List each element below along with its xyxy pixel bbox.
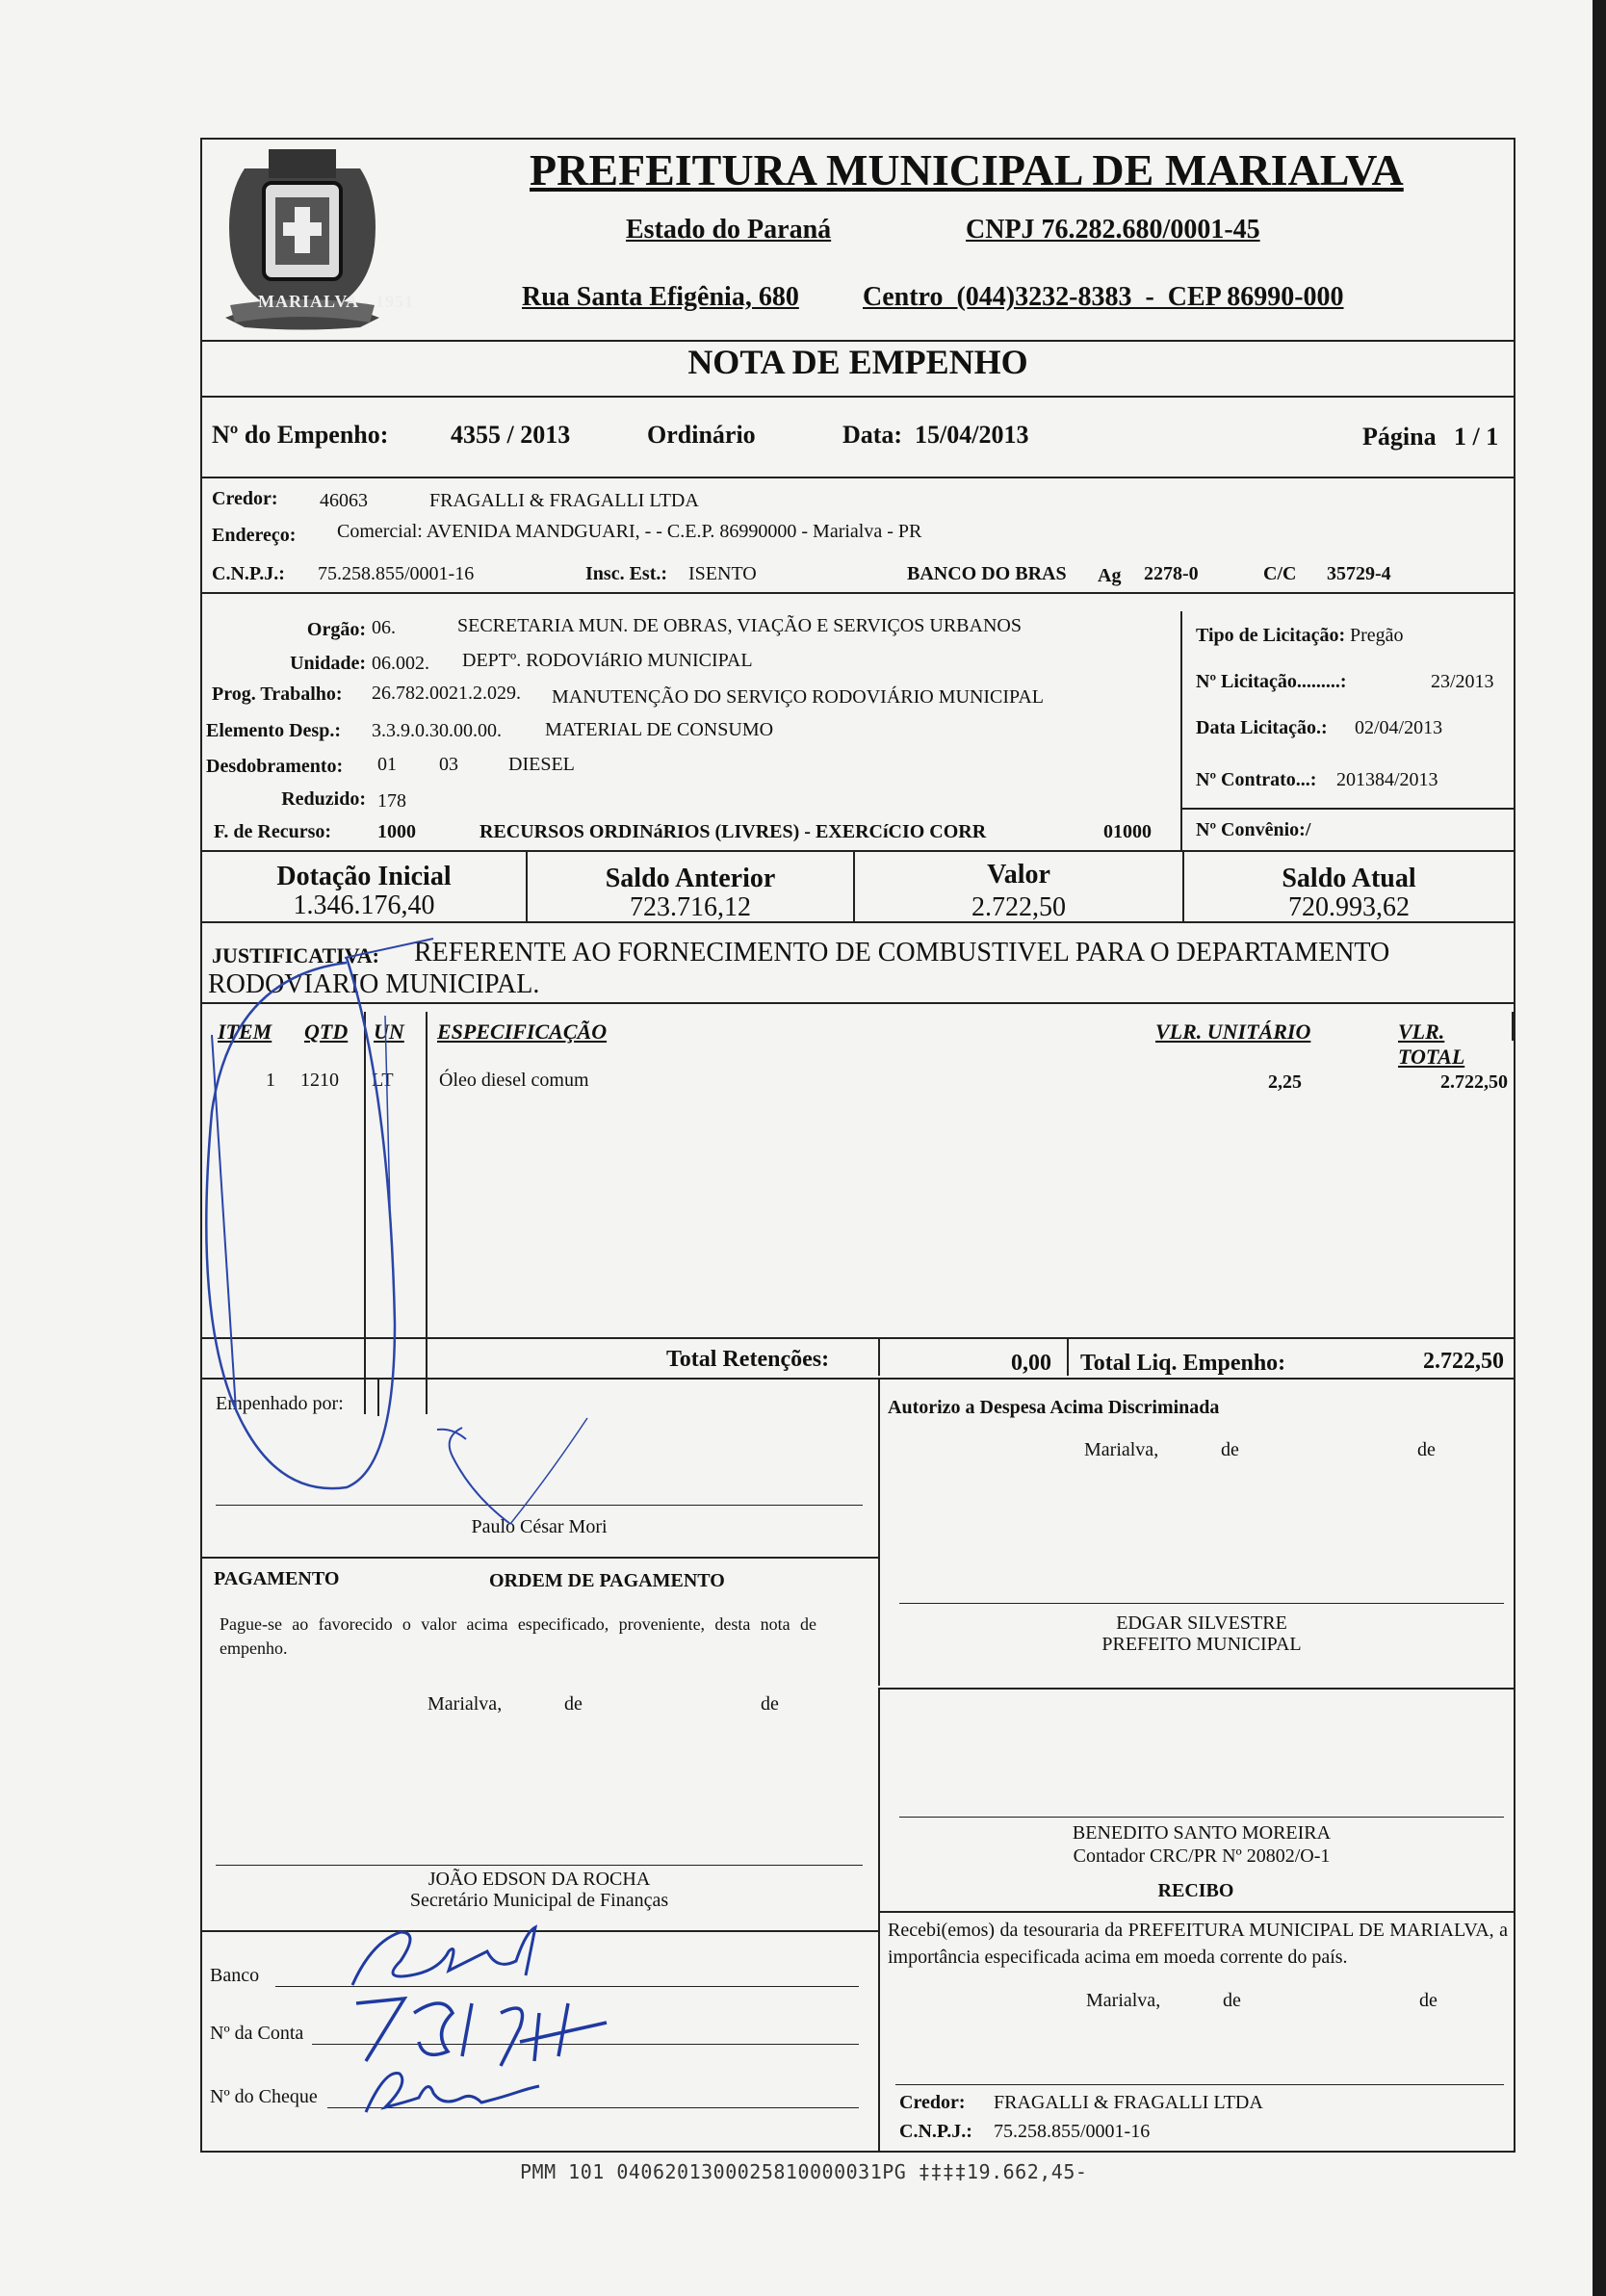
recurso-number: 01000 (1103, 821, 1152, 842)
col-header-vlr-total: VLR. TOTAL (1398, 1019, 1465, 1069)
row-especificacao: Óleo diesel comum (439, 1070, 589, 1091)
cheque-signature-icon (347, 2059, 568, 2127)
col-header-un: UN (374, 1019, 404, 1044)
recibo-text: Recebi(emos) da tesouraria da PREFEITURA MUNICIPAL DE MARIALVA, a importância especificada acima em moeda corrente do país. (888, 1920, 1508, 1968)
justificativa-label: JUSTIFICATIVA: (212, 943, 380, 967)
elemento-name: MATERIAL DE CONSUMO (545, 719, 774, 740)
valor-value: 2.722,50 (971, 892, 1066, 922)
unidade-label: Unidade: (290, 653, 366, 674)
pagamento-label: PAGAMENTO (214, 1568, 340, 1589)
credor-code: 46063 (320, 490, 368, 511)
empenho-number-label: Nº do Empenho: (212, 421, 389, 449)
contrato-value: 201384/2013 (1336, 769, 1438, 790)
autorizo-place: Marialva, (1084, 1439, 1159, 1460)
prefeito-role: PREFEITO MUNICIPAL (1101, 1634, 1302, 1655)
contador-role: Contador CRC/PR Nº 20802/O-1 (1073, 1845, 1331, 1867)
empenho-date-label: Data: (842, 421, 903, 449)
conta-corrente-label: C/C (1263, 563, 1297, 584)
footer-barcode-text: PMM 101 0406201300025810000031PG ‡‡‡‡19.662,45- (520, 2160, 1088, 2183)
credor-name: FRAGALLI & FRAGALLI LTDA (429, 490, 699, 511)
prog-trabalho-label: Prog. Trabalho: (212, 684, 343, 705)
autorizo-de-2: de (1417, 1439, 1436, 1460)
retencoes-label: Total Retenções: (666, 1347, 830, 1372)
col-header-qtd: QTD (304, 1019, 349, 1044)
pagamento-place: Marialva, (427, 1693, 503, 1715)
page-title: PREFEITURA MUNICIPAL DE MARIALVA (530, 145, 1404, 194)
elemento-code: 3.3.9.0.30.00.00. (372, 720, 502, 741)
reduzido-value: 178 (377, 790, 406, 812)
prefeito-name: EDGAR SILVESTRE (1116, 1612, 1287, 1634)
insc-value: ISENTO (688, 563, 757, 584)
agencia-value: 2278-0 (1144, 563, 1199, 584)
num-licitacao-label: Nº Licitação.........: (1196, 671, 1347, 692)
document-title: NOTA DE EMPENHO (687, 343, 1028, 381)
recurso-name: RECURSOS ORDINáRIOS (LIVRES) - EXERCíCIO CORR (479, 821, 987, 842)
address-street: Rua Santa Efigênia, 680 (522, 282, 799, 312)
empenho-type: Ordinário (647, 421, 756, 449)
financas-signer-role: Secretário Municipal de Finanças (409, 1890, 669, 1911)
data-licitacao-value: 02/04/2013 (1355, 717, 1443, 738)
nota-empenho-form (200, 138, 1515, 2153)
cheque-field-label: Nº do Cheque (210, 2086, 318, 2107)
scan-page-edge (1593, 0, 1606, 2296)
recurso-label: F. de Recurso: (214, 821, 332, 842)
elemento-label: Elemento Desp.: (206, 720, 341, 741)
row-item: 1 (266, 1070, 275, 1091)
orgao-code: 06. (372, 617, 396, 638)
dotacao-value: 1.346.176,40 (293, 890, 435, 920)
banco-field-label: Banco (210, 1965, 260, 1986)
cnpj-credor-value: 75.258.855/0001-16 (318, 563, 475, 584)
conta-field-label: Nº da Conta (210, 2023, 304, 2044)
address-details: Centro (044)3232-8383 - CEP 86990-000 (863, 282, 1344, 312)
orgao-label: Orgão: (306, 619, 366, 640)
conta-corrente-value: 35729-4 (1327, 563, 1391, 584)
contrato-label: Nº Contrato...: (1196, 769, 1317, 790)
agencia-label: Ag (1098, 565, 1122, 586)
recibo-place: Marialva, (1086, 1990, 1161, 2011)
page-number: 1 / 1 (1454, 423, 1499, 451)
saldo-atual-value: 720.993,62 (1288, 892, 1410, 922)
financas-signer-name: JOÃO EDSON DA ROCHA (427, 1869, 651, 1890)
tipo-licitacao-label: Tipo de Licitação: (1196, 625, 1346, 646)
reduzido-label: Reduzido: (281, 788, 366, 810)
recurso-code: 1000 (377, 821, 416, 842)
data-licitacao-label: Data Licitação.: (1196, 717, 1328, 738)
col-header-vlr-unitario: VLR. UNITÁRIO (1155, 1019, 1311, 1044)
recibo-credor-label: Credor: (899, 2092, 966, 2113)
dotacao-label: Dotação Inicial (276, 862, 452, 891)
state-label: Estado do Paraná (626, 215, 832, 245)
recibo-cnpj-label: C.N.P.J.: (899, 2121, 972, 2142)
unidade-name: DEPTº. RODOVIáRIO MUNICIPAL (462, 650, 753, 671)
banco-label: BANCO DO BRAS (907, 563, 1067, 584)
signature-check-icon (433, 1418, 626, 1543)
recibo-label: RECIBO (1157, 1880, 1234, 1901)
conta-handwriting-icon (347, 1984, 616, 2071)
cnpj-credor-label: C.N.P.J.: (212, 563, 285, 584)
orgao-name: SECRETARIA MUN. DE OBRAS, VIAÇÃO E SERVIÇOS URBANOS (457, 615, 1022, 636)
total-liquido-label: Total Liq. Empenho: (1080, 1351, 1286, 1376)
col-header-item: ITEM (218, 1019, 272, 1044)
desdobramento-label: Desdobramento: (206, 756, 344, 777)
cnpj-label: CNPJ 76.282.680/0001-45 (966, 215, 1260, 245)
tipo-licitacao-value: Pregão (1350, 625, 1404, 646)
pagamento-de-1: de (564, 1693, 583, 1715)
saldo-atual-label: Saldo Atual (1282, 864, 1416, 893)
empenho-number: 4355 / 2013 (451, 421, 571, 449)
recibo-credor-value: FRAGALLI & FRAGALLI LTDA (994, 2092, 1263, 2113)
justificativa-line-2: RODOVIARIO MUNICIPAL. (208, 969, 540, 999)
empenhado-signer: Paulo César Mori (471, 1516, 608, 1537)
saldo-anterior-value: 723.716,12 (630, 892, 751, 922)
pagamento-text: Pague-se ao favorecido o valor acima especificado, proveniente, desta nota de empenho. (220, 1614, 816, 1658)
credor-label: Credor: (212, 488, 278, 509)
pen-loop-mark-icon (202, 919, 453, 1680)
prog-trabalho-name: MANUTENÇÃO DO SERVIÇO RODOVIÁRIO MUNICIPAL (552, 686, 1045, 708)
ordem-pagamento-label: ORDEM DE PAGAMENTO (489, 1570, 725, 1591)
saldo-anterior-label: Saldo Anterior (605, 864, 776, 893)
row-qtd: 1210 (300, 1070, 339, 1091)
recibo-cnpj-value: 75.258.855/0001-16 (994, 2121, 1151, 2142)
contador-name: BENEDITO SANTO MOREIRA (1072, 1822, 1332, 1844)
justificativa-line-1: REFERENTE AO FORNECIMENTO DE COMBUSTIVEL PARA O DEPARTAMENTO (414, 938, 1390, 967)
endereco-label: Endereço: (212, 525, 297, 546)
desdobramento-a: 01 (377, 754, 397, 775)
row-un: LT (372, 1070, 394, 1091)
row-vlr-unitario: 2,25 (1268, 1071, 1302, 1093)
retencoes-value: 0,00 (1011, 1351, 1051, 1376)
prog-trabalho-code: 26.782.0021.2.029. (372, 683, 521, 704)
pagamento-de-2: de (761, 1693, 779, 1715)
recibo-de-2: de (1419, 1990, 1438, 2011)
insc-label: Insc. Est.: (585, 563, 668, 584)
row-vlr-total: 2.722,50 (1440, 1071, 1508, 1093)
desdobramento-b: 03 (439, 754, 458, 775)
autorizo-label: Autorizo a Despesa Acima Discriminada (888, 1397, 1220, 1418)
logo-text: MARIALVA - 1951 (258, 292, 415, 311)
desdobramento-name: DIESEL (508, 754, 575, 775)
unidade-code: 06.002. (372, 653, 429, 674)
empenho-date: 15/04/2013 (915, 421, 1029, 449)
num-licitacao-value: 23/2013 (1431, 671, 1494, 692)
page-label: Página (1362, 423, 1437, 451)
convenio-label: Nº Convênio:/ (1196, 819, 1311, 840)
empenhado-label: Empenhado por: (216, 1393, 344, 1414)
total-liquido-value: 2.722,50 (1423, 1349, 1504, 1374)
autorizo-de-1: de (1221, 1439, 1239, 1460)
endereco-value: Comercial: AVENIDA MANDGUARI, - - C.E.P. 86990000 - Marialva - PR (337, 521, 922, 542)
col-header-especificacao: ESPECIFICAÇÃO (437, 1019, 608, 1044)
valor-label: Valor (987, 860, 1050, 890)
recibo-de-1: de (1223, 1990, 1241, 2011)
